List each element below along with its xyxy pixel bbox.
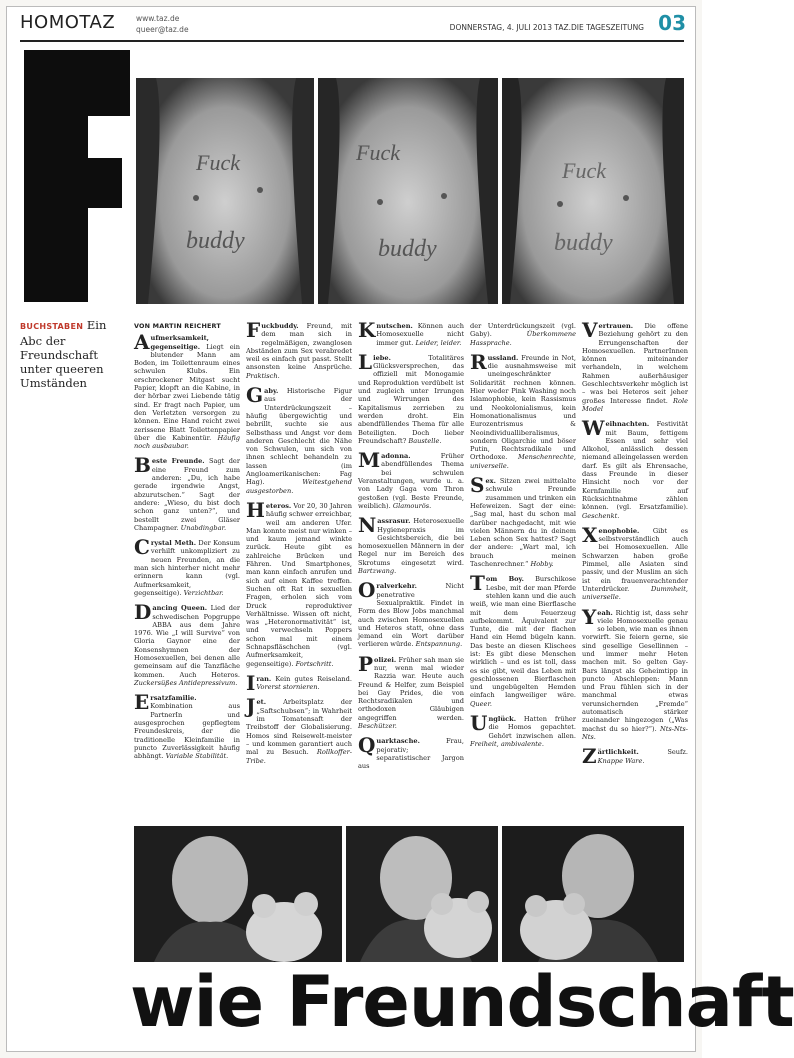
glossary-entry <box>470 711 576 748</box>
entry-heading: iebe. <box>373 353 391 362</box>
entry-body: Die offene Beziehung gehört zu den Errungenschaften der Homosexuellen. PartnerInnen können miteinander verhandeln, in welchem Rahmen außerhäusiger Geschlechtsverkehr möglich ist – was bei Heteros seit jeher großes Interesse findet. <box>582 322 688 405</box>
entry-tagline: Nts-Nts-Nts. <box>582 724 688 741</box>
entry-initial: N <box>358 513 377 538</box>
entry-heading: aby. <box>264 387 279 396</box>
entry-heading: ralverkehr. <box>376 582 417 591</box>
portrait-photo-1 <box>134 826 342 962</box>
torso-writing-5: Fuck <box>562 158 606 183</box>
entry-heading: nutschen. <box>376 322 413 330</box>
glossary-entry <box>582 318 688 413</box>
entry-heading: ertrauen. <box>598 322 634 330</box>
glossary-entry <box>582 416 688 520</box>
entry-tagline: Überkommene Hassprache. <box>470 330 576 347</box>
entry-body: Freund, mit dem man sich in regelmäßigen, zwanglosen Abständen zum Sex verabredet weil es einfach gut passt. Stellt ansonsten keine Ansprüche. <box>246 322 352 372</box>
glossary-entry <box>358 578 464 649</box>
entry-tagline: Geschenkt. <box>582 511 620 520</box>
entry-heading: rystal Meth. <box>150 539 196 548</box>
glossary-entry <box>246 694 352 765</box>
entry-tagline: Rollkoffer-Tribe. <box>246 748 352 765</box>
glossary-entry <box>358 733 464 771</box>
entry-tagline: Beschützer. <box>358 722 397 731</box>
dateline: DONNERSTAG, 4. JULI 2013 TAZ.DIE TAGESZEITUNG <box>449 23 644 32</box>
glossary-entry <box>246 383 352 495</box>
entry-heading: eah. <box>597 608 613 617</box>
entry-body: Liegt ein blutender Mann am Boden, im Toilettenraum eines schwulen Klubs. Ein erschrockener Mitgast sucht Papier, klopft an die Kabine, in der hörbar zwei Liebende tätig sind. Er fragt nach Papier, um den Verletzten versorgen zu können. Eine Hand reicht zwei zerissene Blatt Toilettenpapier über die Kabinentür. <box>134 342 240 442</box>
article-column-4 <box>470 322 576 755</box>
entry-heading: ärtlichkeit. <box>597 748 639 757</box>
entry-heading: rsatzfamilie. <box>150 694 197 703</box>
glossary-entry <box>134 600 240 687</box>
entry-body: Sagt der eine Freund zum anderen: „Du, ich habe gerade irgendwie Angst, abzurutschen.“ Sagt der andere: „Wieso, du bist doch schon ganz unten?“, und bestellt zwei Gläser Champagner. <box>134 457 240 532</box>
entry-tagline: Zuckersüßes Antidepressivum. <box>134 678 238 687</box>
entry-heading: ussland. <box>487 353 519 362</box>
entry-tagline: Bartzwang. <box>358 567 397 576</box>
entry-body: Der Konsum verhilft unkompliziert zu neuen Freunden, an die man sich hinterher nicht mehr erinnern kann (vgl. Aufmerksamkeit, gegenseitige). <box>134 539 240 597</box>
entry-tagline: Häufig noch ausbaubar. <box>134 433 240 451</box>
entry-initial: M <box>358 448 381 473</box>
entry-tagline: Glamourös. <box>392 501 432 510</box>
entry-body: Totalitäres Glücksversprechen, das offiziell mit Monogamie und Reproduktion verdübelt ist und zugleich unter Irrungen und Wirrungen des Kapitalismus zerrieben zu werden droht. Ein abendfüllendes Thema für alle Beteiligten. Doch lieber Freundschaft? <box>358 353 464 445</box>
entry-initial: W <box>582 416 605 441</box>
entry-heading: ancing Queen. <box>152 604 208 613</box>
entry-initial: J <box>246 694 256 719</box>
entry-body: Festivität mit Baum, fettigem Essen und sehr viel Alkohol, anlässlich dessen niemand alleingelassen werden darf. Es gilt als Ehrensache, dass Freunde in dieser Hinsicht noch vor der Kernfamilie auf Rücksichtnahme zählen können. (vgl. Ersatzfamilie). <box>582 420 688 512</box>
entry-heading: ran. <box>256 674 272 683</box>
glossary-entry <box>582 604 688 742</box>
glossary-entry <box>358 651 464 731</box>
entry-tagline: Weitestgehend ausgestorben. <box>246 478 352 495</box>
entry-heading: uarktasche. <box>376 737 420 746</box>
torso-photo-3 <box>502 78 684 304</box>
entry-body: Können auch Homosexuelle nicht immer gut. <box>376 322 464 347</box>
entry-initial: X <box>582 522 598 547</box>
entry-initial: K <box>358 318 376 342</box>
entry-body: Historische Figur aus der Unterdrückungszeit – häufig übergewichtig und bebrillt, suchte sie aus Selbsthass und Angst vor dem anderen Geschlecht die Nähe von Schwulen, um sich von ihnen schlecht behandeln zu lassen (im Angloamerikanischen: Fag Hag). <box>246 387 352 487</box>
article-column-2 <box>246 318 352 772</box>
entry-initial: L <box>358 349 373 374</box>
entry-initial: I <box>246 670 256 695</box>
byline: VON MARTIN REICHERT <box>134 322 221 330</box>
entry-tagline: Knappe Ware. <box>597 756 645 765</box>
entry-body: Seufz. <box>667 748 688 757</box>
entry-heading: eihnachten. <box>605 420 650 429</box>
article-column-5 <box>582 318 688 772</box>
glossary-entry <box>246 670 352 695</box>
entry-initial: A <box>134 330 150 355</box>
entry-heading: et. <box>256 698 267 707</box>
portrait-photo-2 <box>346 826 498 962</box>
glossary-entry <box>358 513 464 576</box>
entry-initial: P <box>358 651 374 676</box>
glossary-entry <box>358 349 464 445</box>
glossary-entry <box>358 448 464 510</box>
entry-tagline: Dummheit, universelle. <box>582 584 688 602</box>
article-column-1 <box>134 322 240 768</box>
entry-body: Hatten früher die Homos gepachtet. Gehört inzwischen allen. <box>488 715 576 740</box>
entry-heading: olizei. <box>374 655 397 664</box>
entry-initial: G <box>246 383 264 408</box>
entry-initial: Z <box>582 744 597 769</box>
torso-writing-3: Fuck <box>356 140 400 165</box>
entry-body: Kombination aus PartnerIn und ausgesprochen gepflegtem Freundeskreis, der die traditionelle Kleinfamilie in puncto Zuverlässigkeit häufig abhängt. <box>134 702 240 761</box>
entry-initial: T <box>470 571 485 596</box>
email-address: queer@taz.de <box>136 25 189 34</box>
entry-tagline: Role Model <box>582 396 688 413</box>
entry-initial: O <box>358 578 376 603</box>
entry-tagline: Vorerst stornieren. <box>256 683 320 692</box>
entry-heading: nglück. <box>488 715 517 724</box>
torso-writing-6: buddy <box>554 230 613 256</box>
column-1-entries <box>134 330 240 761</box>
section-name: HOMOTAZ <box>20 12 116 33</box>
entry-initial: H <box>246 497 265 522</box>
torso-photo-1 <box>136 78 314 304</box>
entry-tagline: Unabdingbar. <box>180 523 227 532</box>
entry-body: Früher sah man sie nur, wenn mal wieder Razzia war. Heute auch Freund & Helfer, zum Beispiel bei Gay Prides, die von Rechtsradikalen und orthodoxen Gläubigen angegriffen werden. <box>358 655 464 722</box>
entry-tagline: Hobby. <box>530 560 554 569</box>
lede-text: Ein Abc der Freundschaft unter queeren Umständen <box>20 318 107 390</box>
entry-tagline: Baustelle. <box>408 436 442 445</box>
entry-body: Nicht penetrative Sexualpraktik. Findet in Form des Blow Jobs manchmal auch zwischen Homosexuellen und Heteros statt, ohne dass jemand ein Wort darüber verlieren würde. <box>358 582 464 649</box>
entry-body: Gibt es selbstverständlich auch bei Homosexuellen. Alle Schwarzen haben große Pimmel, alle Asiaten sind passiv, und der Muslim an sich ist ein frauenverachtender Unterdrücker. <box>582 526 688 593</box>
glossary-entry <box>246 318 352 380</box>
glossary-entry <box>470 473 576 569</box>
column-2-entries <box>246 318 352 765</box>
article-column-3 <box>358 318 464 778</box>
entry-initial: E <box>134 690 150 715</box>
entry-tagline: Fortschritt. <box>295 659 334 668</box>
glossary-entry <box>358 318 464 347</box>
web-address: www.taz.de <box>136 14 180 23</box>
entry-heading: om Boy. <box>485 575 524 584</box>
contact-info <box>136 13 189 35</box>
portrait-photo-3 <box>502 826 684 962</box>
entry-initial: C <box>134 535 150 560</box>
entry-heading: ufmerksamkeit, gegenseitige. <box>150 334 209 351</box>
entry-body: Burschikose Lesbe, mit der man Pferde stehlen kann und die auch weiß, wie man eine Bierflasche mit dem Feuerzeug aufbekommt. Äquivalent zur Tunte, die mit der flachen Hand ein Hemd bügeln kann. Das beste an diesen Klischees ist: Es gibt diese Menschen wirklich – und es ist toll, dass es sie gibt, weil das Leben mit geschlossenen Bierflaschen und ungebügelten Hemden einfach langweiliger wäre. <box>470 575 576 700</box>
entry-initial: V <box>582 318 598 342</box>
torso-writing-4: buddy <box>378 236 437 262</box>
glossary-entry <box>470 322 576 347</box>
entry-heading: eteros. <box>265 501 292 510</box>
entry-tagline: Leider, leider. <box>415 338 462 347</box>
entry-heading: uckbuddy. <box>261 322 299 330</box>
glossary-entry <box>134 453 240 532</box>
entry-body: Vor 20, 30 Jahren häufig schwer erreichbar, weil am anderen Ufer. Man konnte meist nur winken – und kaum jemand winkte zurück. Heute gibt es zahlreiche Brücken und Fähren. Und Smartphones, man kann einfach anrufen und sich auf einen Kaffee treffen. Suchen oft Rat in sexuellen Fragen, erholen sich vom Druck reproduktiver Verhältnisse. Wissen oft nicht, was „Heteronormativität“ ist, und verwechseln Poppers schon mal mit einem Schnapsfläschchen (vgl. Aufmerksamkeit, gegenseitige). <box>246 501 352 668</box>
glossary-entry <box>470 349 576 470</box>
entry-tagline: Verzichtbar. <box>183 588 224 597</box>
entry-body: der Unterdrückungszeit (vgl. Gaby). <box>470 322 576 339</box>
glossary-entry <box>134 690 240 761</box>
entry-body: Frau, pejorativ; separatistischer Jargon aus <box>358 737 464 771</box>
torso-writing-1: Fuck <box>196 150 240 175</box>
big-letter-f <box>18 46 133 306</box>
entry-body: Arbeitsplatz der „Saftschubsen“; in Wahrheit im Tomatensaft der Treibstoff der Globalisierung. Homos sind Reisewelt-meister – und kommen garantiert auch mal zu Besuch. <box>246 698 352 757</box>
entry-heading: adonna. <box>381 452 411 461</box>
entry-initial: R <box>470 349 487 374</box>
entry-tagline: Queer. <box>470 699 492 708</box>
lede <box>20 318 128 390</box>
entry-initial: Q <box>358 733 376 758</box>
kicker: BUCHSTABEN <box>20 322 84 331</box>
entry-initial: Y <box>582 604 597 629</box>
masthead <box>14 10 688 40</box>
entry-tagline: Praktisch. <box>246 371 280 380</box>
entry-body: Sitzen zwei mittelalte schwule Freunde zusammen und trinken ein Hefeweizen. Sagt der eine: „Sag mal, hast du schon mal darüber nachgedacht, mit wie vielen Männern du in deinem Leben schon Sex hattest? Sagt der andere: „Wart mal, ich brauch meinen Taschenrechner.“ <box>470 477 576 569</box>
glossary-entry <box>246 497 352 668</box>
entry-body: Früher abendfüllendes Thema bei schwulen Veranstaltungen, wurde u. a. von Lady Gaga vom Thron gestoßen (vgl. Beste Freunde, weiblich). <box>358 452 464 510</box>
entry-tagline: Variable Stabilität. <box>165 752 229 761</box>
page-number: 03 <box>658 11 686 35</box>
entry-body: Heterosexuelle Hygienepraxis im Gesichtsbereich, die bei homosexuellen Männern in der Regel nur im Bereich des Skrotums eingesetzt wird. <box>358 517 464 567</box>
column-3-entries <box>358 318 464 771</box>
entry-tagline: Menschenrechte, universelle. <box>470 453 576 470</box>
entry-heading: este Freunde. <box>151 457 205 466</box>
column-4-entries <box>470 322 576 748</box>
entry-heading: assrasur. <box>377 517 411 526</box>
entry-initial: U <box>470 711 488 736</box>
entry-body: Lied der schwedischen Popgruppe ABBA aus dem Jahre 1976. Wie „I will Survive“ von Gloria Gaynor eine der Konsenshymnen der Homosexuellen, bei denen alle gemeinsam auf die Tanzfläche kommen. Auch Heteros. <box>134 604 240 679</box>
entry-tagline: Entspannung. <box>415 640 463 649</box>
big-letter-f-glyph <box>18 46 133 306</box>
entry-tagline: Freiheit, ambivalente. <box>470 739 544 748</box>
entry-initial: F <box>246 318 261 342</box>
glossary-entry <box>582 744 688 769</box>
glossary-entry <box>470 571 576 708</box>
glossary-entry <box>134 330 240 451</box>
column-5-entries <box>582 318 688 769</box>
entry-initial: B <box>134 453 151 478</box>
glossary-entry <box>134 535 240 597</box>
torso-photo-2 <box>318 78 498 304</box>
entry-body: Kein gutes Reiseland. <box>275 674 352 683</box>
headline: wie Freundschaft <box>130 961 794 1043</box>
entry-body: Richtig ist, dass sehr viele Homosexuelle genau so leben, wie man es ihnen vorwirft. Sie feiern gerne, sie sind gesellige Gesellinnen – und immer mehr Heten machen mit. So gelten Gay-Bars längst als Geheimtipp in puncto Abschleppen: Mann und Frau fühlen sich in der manchmal etwas verunsichernden „Fremde“ automatisch stärker zueinander hingezogen („Was machst du so hier?“). <box>582 608 688 733</box>
entry-heading: enophobie. <box>598 526 640 535</box>
torso-writing-2: buddy <box>186 228 245 254</box>
entry-body: Freunde in Not, die ausnahmsweise mit uneingeschränkter Solidarität rechnen können. Hier weder Pink Washing noch Islamophobie, kein Rassismus und Neokolonialismus, kein Homonationalismus und Eurozentrismus & Neoindividualliberalismus, sondern Oligarchie und böser Putin, Rechtsradikale und Orthodoxe. <box>470 353 576 462</box>
header-rule <box>20 40 684 42</box>
entry-initial: S <box>470 473 485 498</box>
entry-heading: ex. <box>485 477 496 486</box>
entry-initial: D <box>134 600 152 625</box>
glossary-entry <box>582 522 688 602</box>
